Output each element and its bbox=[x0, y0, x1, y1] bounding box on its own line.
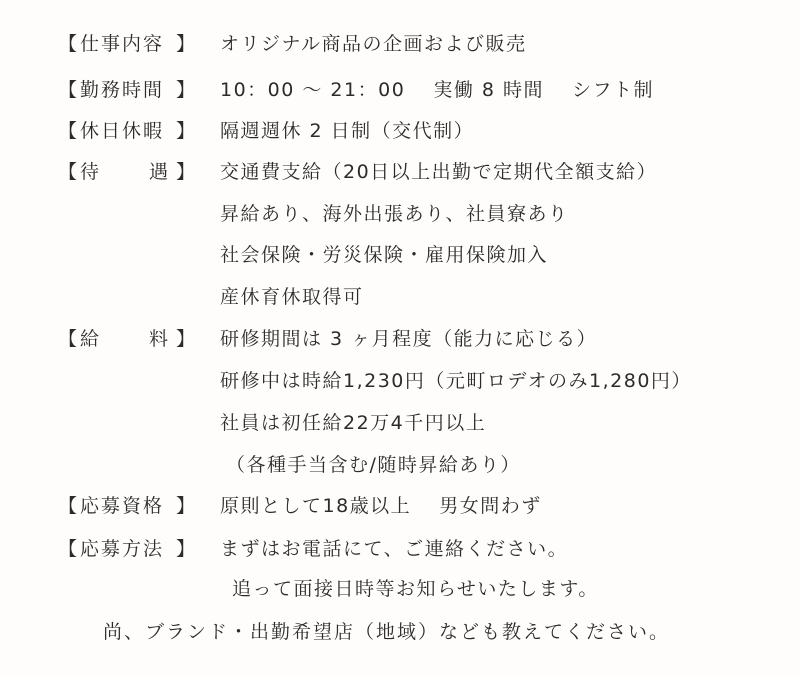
label-char-2: 料 bbox=[148, 328, 170, 350]
value-salary-1: 研修期間は 3 ヶ月程度（能力に応じる） bbox=[220, 328, 598, 350]
value-job-description: オリジナル商品の企画および販売 bbox=[220, 33, 527, 55]
bracket-open: 【 bbox=[58, 538, 79, 560]
bracket-open: 【 bbox=[58, 161, 79, 183]
value-application-method-1: まずはお電話にて、ご連絡ください。 bbox=[220, 538, 569, 560]
bracket-close: 】 bbox=[176, 33, 197, 55]
bracket-close: 】 bbox=[176, 161, 197, 183]
label-char-1: 待 bbox=[80, 161, 102, 183]
bracket-close: 】 bbox=[176, 538, 197, 560]
row-benefits-cont bbox=[0, 280, 800, 314]
label-salary bbox=[58, 322, 198, 356]
value-salary-4: （各種手当含む/随時昇給あり） bbox=[226, 454, 521, 476]
label-text: 応募資格 bbox=[80, 495, 165, 517]
row-salary-cont bbox=[0, 448, 800, 482]
value-benefits-1: 交通費支給（20日以上出勤で定期代全額支給） bbox=[220, 161, 658, 183]
label-qualifications bbox=[58, 489, 198, 523]
row-working-hours bbox=[0, 73, 800, 107]
value-application-method-2: 追って面接日時等お知らせいたします。 bbox=[232, 578, 599, 600]
value-working-hours: 10：00 〜 21：00 実働 8 時間 シフト制 bbox=[220, 79, 655, 101]
row-qualifications bbox=[0, 489, 800, 523]
value-salary-2: 研修中は時給1,230円（元町ロデオのみ1,280円） bbox=[220, 370, 692, 392]
row-benefits bbox=[0, 155, 800, 189]
bracket-close: 】 bbox=[176, 328, 197, 350]
row-salary-cont bbox=[0, 364, 800, 398]
row-benefits-cont bbox=[0, 197, 800, 231]
value-qualifications: 原則として18歳以上 男女問わず bbox=[220, 495, 542, 517]
value-benefits-3: 社会保険・労災保険・雇用保険加入 bbox=[220, 244, 549, 266]
label-text bbox=[80, 322, 170, 356]
label-text: 応募方法 bbox=[80, 538, 165, 560]
label-text: 仕事内容 bbox=[80, 33, 165, 55]
bracket-close: 】 bbox=[176, 120, 197, 142]
value-benefits-4: 産休育休取得可 bbox=[220, 286, 364, 308]
label-working-hours bbox=[58, 73, 198, 107]
label-text: 勤務時間 bbox=[80, 79, 165, 101]
value-salary-3: 社員は初任給22万4千円以上 bbox=[220, 412, 487, 434]
row-salary bbox=[0, 322, 800, 356]
value-holidays: 隔週週休 2 日制（交代制） bbox=[220, 120, 475, 142]
footer-note: 尚、ブランド・出勤希望店（地域）なども教えてください。 bbox=[103, 621, 671, 643]
bracket-close: 】 bbox=[176, 79, 197, 101]
row-benefits-cont bbox=[0, 238, 800, 272]
row-application-method-cont bbox=[0, 572, 800, 606]
row-footer-note bbox=[0, 615, 800, 649]
label-char-1: 給 bbox=[80, 328, 102, 350]
label-char-2: 遇 bbox=[148, 161, 170, 183]
bracket-open: 【 bbox=[58, 495, 79, 517]
bracket-close: 】 bbox=[176, 495, 197, 517]
row-holidays bbox=[0, 114, 800, 148]
label-holidays bbox=[58, 114, 198, 148]
bracket-open: 【 bbox=[58, 33, 79, 55]
value-benefits-2: 昇給あり、海外出張あり、社員寮あり bbox=[220, 203, 569, 225]
label-text: 休日休暇 bbox=[80, 120, 165, 142]
bracket-open: 【 bbox=[58, 79, 79, 101]
bracket-open: 【 bbox=[58, 328, 79, 350]
label-benefits bbox=[58, 155, 198, 189]
bracket-open: 【 bbox=[58, 120, 79, 142]
label-text bbox=[80, 155, 170, 189]
row-application-method bbox=[0, 532, 800, 566]
row-job-description bbox=[0, 27, 800, 61]
label-application-method bbox=[58, 532, 198, 566]
label-job-description bbox=[58, 27, 198, 61]
row-salary-cont bbox=[0, 406, 800, 440]
